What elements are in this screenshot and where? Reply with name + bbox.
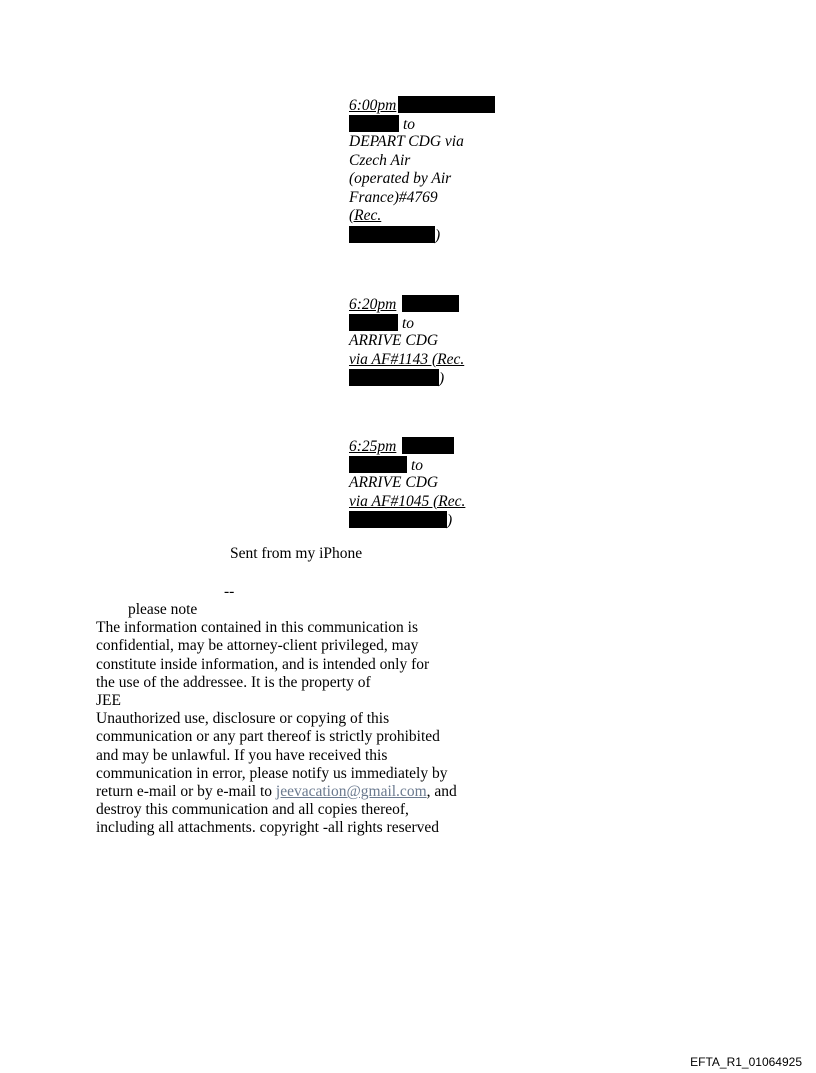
flight-detail-line: ARRIVE CDG bbox=[349, 474, 439, 491]
footer-line: constitute inside information, and is intended only for bbox=[96, 655, 430, 673]
footer-line: and may be unlawful. If you have received this bbox=[96, 746, 388, 764]
flight-to: to bbox=[411, 456, 424, 474]
flight-to: to bbox=[403, 115, 416, 133]
flight-detail-line: DEPART CDG via bbox=[349, 133, 464, 150]
footer-line: confidential, may be attorney-client privileged, may bbox=[96, 637, 419, 655]
redaction-block bbox=[349, 511, 447, 528]
redaction-block bbox=[402, 295, 459, 312]
flight-close: ) bbox=[439, 370, 445, 387]
flight-entry-1 bbox=[349, 96, 489, 244]
flight-detail-line: ARRIVE CDG bbox=[349, 332, 439, 349]
flight-entry-3 bbox=[349, 437, 489, 530]
sent-from-signature: Sent from my iPhone bbox=[230, 545, 363, 562]
footer-email-suffix: , and bbox=[426, 783, 457, 801]
signature-separator: -- bbox=[224, 583, 235, 600]
flight-time: 6:25pm bbox=[349, 438, 397, 455]
flight-time: 6:00pm bbox=[349, 97, 397, 114]
redaction-block bbox=[349, 314, 398, 331]
flight-detail-line: via AF#1143 (Rec. bbox=[349, 350, 465, 368]
flight-close: ) bbox=[435, 226, 441, 244]
footer-line: the use of the addressee. It is the property of bbox=[96, 673, 371, 691]
redaction-block bbox=[349, 456, 407, 473]
flight-entry-2 bbox=[349, 295, 489, 388]
flight-detail-line: (Rec. bbox=[349, 207, 382, 224]
footer-line: The information contained in this communication is bbox=[96, 619, 418, 637]
footer-line: JEE bbox=[96, 692, 121, 710]
footer-email-line bbox=[96, 783, 496, 801]
flight-detail-line: France)#4769 bbox=[349, 188, 438, 206]
redaction-block bbox=[349, 369, 439, 386]
redaction-block bbox=[349, 226, 435, 243]
flight-time: 6:20pm bbox=[349, 296, 397, 313]
footer-note: please note bbox=[128, 601, 198, 618]
footer-email-prefix: return e-mail or by e-mail to bbox=[96, 783, 276, 801]
flight-detail-line: Czech Air bbox=[349, 151, 411, 169]
confidentiality-footer bbox=[96, 601, 496, 838]
flight-to: to bbox=[402, 314, 415, 332]
flight-detail-line: (operated by Air bbox=[349, 170, 452, 187]
footer-line: including all attachments. copyright -all rights reserved bbox=[96, 819, 440, 837]
redaction-block bbox=[398, 96, 495, 113]
redaction-block bbox=[402, 437, 454, 454]
document-id-stamp: EFTA_R1_01064925 bbox=[690, 1055, 802, 1069]
redaction-block bbox=[349, 115, 399, 132]
email-link[interactable]: jeevacation@gmail.com bbox=[275, 783, 427, 801]
footer-line: Unauthorized use, disclosure or copying of this bbox=[96, 710, 390, 728]
footer-line: communication or any part thereof is strictly prohibited bbox=[96, 728, 440, 746]
flight-detail-line: via AF#1045 (Rec. bbox=[349, 492, 466, 510]
footer-line: destroy this communication and all copies thereof, bbox=[96, 801, 409, 819]
footer-line: communication in error, please notify us immediately by bbox=[96, 764, 448, 782]
flight-close: ) bbox=[447, 512, 453, 529]
